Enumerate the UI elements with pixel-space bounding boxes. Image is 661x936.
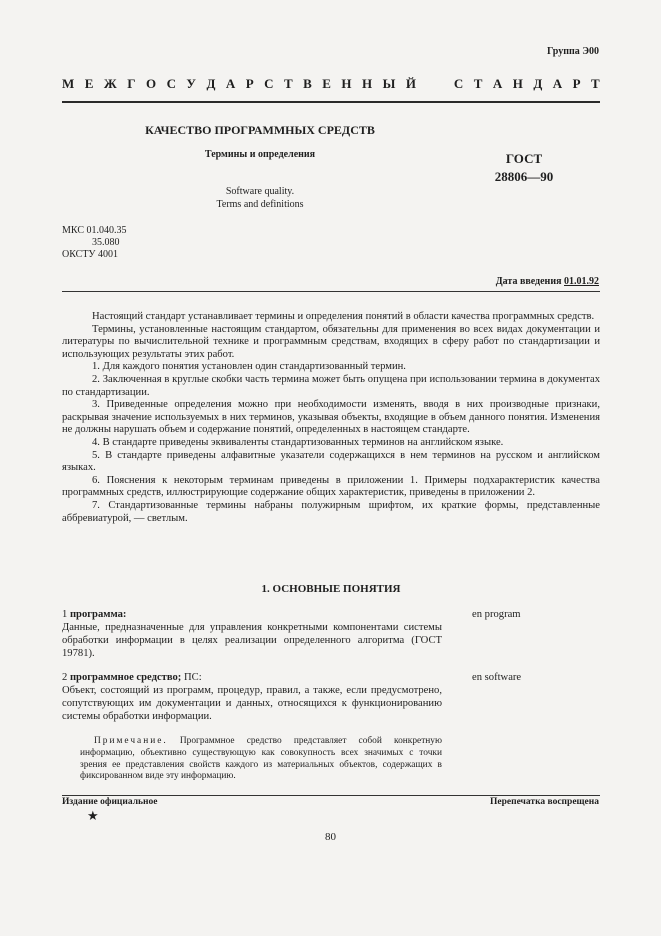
section-heading: 1. ОСНОВНЫЕ ПОНЯТИЯ xyxy=(261,583,401,595)
note-text: Программное средство представляет собой конкретную информацию, объективно существующую как совокупность всех значимых с точки зрения ее представления свойств каждого из материальных объектов, содержащих в фиксированном виде эту информацию. xyxy=(80,736,442,782)
english-title-line-1: Software quality. xyxy=(225,186,295,197)
date-rule xyxy=(62,291,600,292)
banner-letter xyxy=(440,76,443,92)
bottom-rule xyxy=(62,795,600,796)
banner-letter xyxy=(426,76,429,92)
banner-letter: Й xyxy=(405,76,416,91)
banner-letter: М xyxy=(62,76,75,91)
banner-letter: Г xyxy=(127,76,136,91)
mks-code: МКС 01.040.35 xyxy=(62,225,127,236)
intro-paragraph: 3. Приведенные определения можно при необходимости изменять, вводя в них производные признаки, раскрывая значение используемых в них терминов, указывая объекты, входящие в объем данного понятия. Изменения не должны нарушать объем и содержание понятий, определенных в настоящем стандарте. xyxy=(62,399,600,436)
document-subtitle: Термины и определения xyxy=(204,149,316,160)
intro-paragraph: Термины, установленные настоящим стандартом, обязательны для применения во всех видах документации и литературы по вычислительной технике и программным средствам, входящих в сферу работ по стандартизации и использующих результаты этих работ. xyxy=(62,323,600,360)
banner-letter: Е xyxy=(84,76,94,91)
banner-letter: А xyxy=(552,76,563,91)
term-name: программное средство; xyxy=(69,672,182,683)
date-label: Дата введения xyxy=(495,276,562,287)
banner-letter: Ж xyxy=(103,76,117,91)
term-1-english: en program xyxy=(472,609,521,620)
intro-paragraph: 1. Для каждого понятия установлен один стандартизованный термин. xyxy=(92,361,406,373)
gost-number: 28806—90 xyxy=(494,169,554,184)
english-title-line-2: Terms and definitions xyxy=(216,199,304,210)
banner-letter: Р xyxy=(572,76,581,91)
document-title: КАЧЕСТВО ПРОГРАММНЫХ СРЕДСТВ xyxy=(145,123,375,137)
banner-letter: Т xyxy=(591,76,600,91)
banner-letter: С xyxy=(166,76,176,91)
term-number: 1 xyxy=(62,609,68,620)
note-label: Примечание. xyxy=(94,736,168,746)
page-number: 80 xyxy=(325,831,336,843)
banner-letter: С xyxy=(264,76,274,91)
banner-letter: Д xyxy=(533,76,543,91)
term-2-definition: Объект, состоящий из программ, процедур, правил, а также, если предусмотрено, сопутствующих им документации и данных, относящихся к функционированию системы обработки информации. xyxy=(62,685,442,722)
term-name: программа: xyxy=(69,609,127,620)
introduction-text xyxy=(62,311,600,525)
intro-paragraph: 6. Пояснения к некоторым терминам приведены в приложении 1. Примеры подхарактеристик качества программных средств, иллюстрирующие содержание общих характеристик, приведены в приложении 2. xyxy=(62,474,600,499)
term-number: 2 xyxy=(62,672,68,683)
group-code: Группа Э00 xyxy=(547,46,599,57)
banner-letter: Т xyxy=(284,76,293,91)
term-2-english: en software xyxy=(472,672,522,683)
intro-paragraph: 7. Стандартизованные термины набраны полужирным шрифтом, их краткие формы, представленные аббревиатурой, — светлым. xyxy=(62,499,600,524)
date-value: 01.01.92 xyxy=(564,276,599,287)
intro-paragraph: 2. Заключенная в круглые скобки часть термина может быть опущена при использовании термина в документах по стандартизации. xyxy=(62,373,600,398)
term-1-definition: Данные, предназначенные для управления конкретными компонентами системы обработки информации в целях реализации определенного алгоритма (ГОСТ 19781). xyxy=(62,622,442,659)
reprint-prohibited: Перепечатка воспрещена xyxy=(489,797,599,807)
banner-letter: В xyxy=(303,76,312,91)
mks-code-2: 35.080 xyxy=(92,237,120,248)
banner-letter: А xyxy=(225,76,236,91)
term-2-heading xyxy=(62,672,202,685)
introduction-date xyxy=(496,276,599,287)
english-title xyxy=(62,185,458,211)
intro-paragraph: Настоящий стандарт устанавливает термины и определения понятий в области качества программных средств. xyxy=(92,311,595,322)
intro-paragraph: 5. В стандарте приведены алфавитные указатели содержащихся в нем терминов на русском и английском языках. xyxy=(62,449,600,474)
banner-letter: Н xyxy=(512,76,523,91)
classification-codes xyxy=(62,225,126,261)
banner-letter: Т xyxy=(473,76,483,91)
okstu-code: ОКСТУ 4001 xyxy=(62,249,119,260)
gost-designation xyxy=(488,150,560,186)
intro-paragraph: 4. В стандарте приведены эквиваленты стандартизованных терминов на английском языке. xyxy=(92,436,504,448)
banner-letter: Р xyxy=(245,76,254,91)
gost-label: ГОСТ xyxy=(505,151,543,166)
banner-letter: С xyxy=(453,76,464,91)
banner-letter: Д xyxy=(206,76,216,91)
note xyxy=(80,736,442,783)
banner-letter: А xyxy=(492,76,503,91)
star-icon: ★ xyxy=(87,808,99,823)
banner-letter: У xyxy=(186,76,196,91)
banner-letter: Н xyxy=(362,76,373,91)
term-1-heading xyxy=(62,609,126,622)
banner-letter: О xyxy=(145,76,157,91)
banner-letter: Е xyxy=(322,76,331,91)
banner-letter: Н xyxy=(341,76,352,91)
term-abbreviation: ПС: xyxy=(183,672,202,683)
official-edition: Издание официальное xyxy=(62,797,158,807)
top-rule xyxy=(62,101,600,103)
interstate-standard-banner xyxy=(62,76,600,92)
banner-letter: Ы xyxy=(382,76,396,91)
